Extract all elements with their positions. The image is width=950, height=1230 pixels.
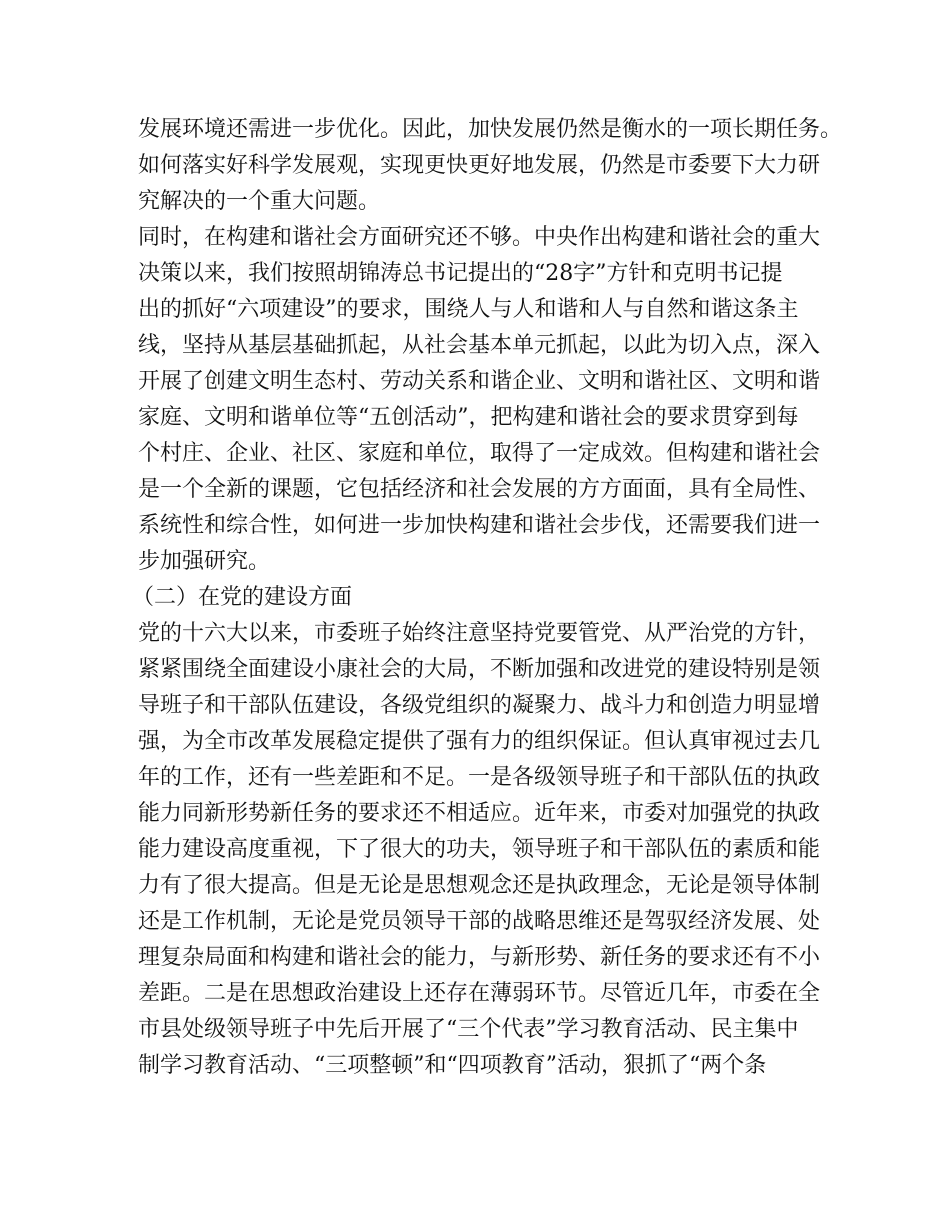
text-line: 理复杂局面和构建和谐社会的能力，与新形势、新任务的要求还有不小	[138, 945, 821, 970]
text-line: 开展了创建文明生态村、劳动关系和谐企业、文明和谐社区、文明和谐	[138, 369, 821, 394]
text-line: 强，为全市改革发展稳定提供了强有力的组织保证。但认真审视过去几	[138, 729, 821, 754]
text-line: 同时，在构建和谐社会方面研究还不够。中央作出构建和谐社会的重大	[138, 225, 821, 250]
text-line: 年的工作，还有一些差距和不足。一是各级领导班子和干部队伍的执政	[138, 765, 821, 790]
text-line: 是一个全新的课题，它包括经济和社会发展的方方面面，具有全局性、	[138, 477, 821, 502]
text-line: 党的十六大以来，市委班子始终注意坚持党要管党、从严治党的方针，	[138, 621, 821, 646]
text-line: 决策以来，我们按照胡锦涛总书记提出的“28字”方针和克明书记提	[138, 261, 783, 286]
text-line: 制学习教育活动、“三项整顿”和“四项教育”活动，狠抓了“两个条	[138, 1053, 767, 1078]
text-line: 如何落实好科学发展观，实现更快更好地发展，仍然是市委要下大力研	[138, 153, 821, 178]
text-line: 系统性和综合性，如何进一步加快构建和谐社会步伐，还需要我们进一	[138, 513, 821, 538]
text-line: 发展环境还需进一步优化。因此，加快发展仍然是衡水的一项长期任务。	[138, 117, 843, 142]
text-line: 能力建设高度重视，下了很大的功夫，领导班子和干部队伍的素质和能	[138, 837, 821, 862]
text-line: 步加强研究。	[138, 549, 271, 574]
document-page	[132, 112, 843, 1084]
section-heading: （二）在党的建设方面	[132, 585, 353, 610]
text-line: 市县处级领导班子中先后开展了“三个代表”学习教育活动、民主集中	[138, 1017, 799, 1042]
text-line: 究解决的一个重大问题。	[138, 189, 381, 214]
text-line: 差距。二是在思想政治建设上还存在薄弱环节。尽管近几年，市委在全	[138, 981, 821, 1006]
text-line: 家庭、文明和谐单位等“五创活动”，把构建和谐社会的要求贯穿到每	[138, 405, 799, 430]
text-line: 导班子和干部队伍建设，各级党组织的凝聚力、战斗力和创造力明显增	[138, 693, 821, 718]
text-line: 力有了很大提高。但是无论是思想观念还是执政理念，无论是领导体制	[138, 873, 821, 898]
text-line: 个村庄、企业、社区、家庭和单位，取得了一定成效。但构建和谐社会	[138, 441, 821, 466]
text-line: 还是工作机制，无论是党员领导干部的战略思维还是驾驭经济发展、处	[138, 909, 821, 934]
text-line: 能力同新形势新任务的要求还不相适应。近年来，市委对加强党的执政	[138, 801, 821, 826]
text-line: 出的抓好“六项建设”的要求，围绕人与人和谐和人与自然和谐这条主	[138, 297, 799, 322]
text-line: 线，坚持从基层基础抓起，从社会基本单元抓起，以此为切入点，深入	[138, 333, 821, 358]
text-line: 紧紧围绕全面建设小康社会的大局，不断加强和改进党的建设特别是领	[138, 657, 821, 682]
